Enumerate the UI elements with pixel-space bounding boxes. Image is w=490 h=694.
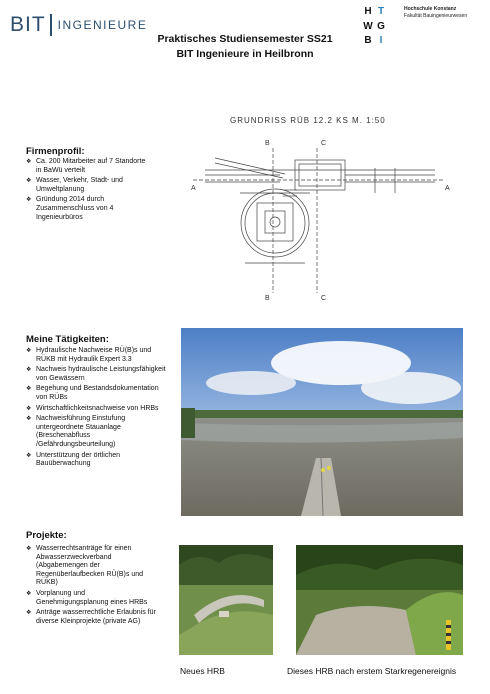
htwg-letter: T	[377, 6, 385, 17]
logo-main: BIT	[10, 13, 46, 36]
caption-new-hrb: Neues HRB	[180, 666, 225, 676]
caption-rain-hrb: Dieses HRB nach erstem Starkregenereignis	[287, 666, 457, 676]
list-item: ❖ Wasserrechtsanträge für einen Abwasserzweckverband (Abgabemengen der Regenüberlaufbecken RÜ(B)s und RÜKB)	[26, 545, 156, 588]
hrb-new-photo	[179, 545, 273, 655]
taetigkeiten-list	[26, 347, 171, 471]
firmenprofil-list	[26, 158, 146, 224]
list-item: ❖ Wasser, Verkehr, Stadt- und Umweltplanung	[26, 177, 146, 194]
section-label-b: B	[265, 140, 270, 147]
firmenprofil-heading: Firmenprofil:	[26, 146, 85, 157]
htwg-letter: W	[363, 21, 373, 32]
section-label-c: C	[321, 140, 327, 147]
page-title: Praktisches Studiensemester SS21	[157, 33, 333, 45]
list-item: ❖ Begehung und Bestandsdokumentation von RÜBs	[26, 385, 171, 402]
list-item: ❖ Nachweisführung Einstufung untergeordnete Stauanlage (Breschenabfluss /Gefährdungsbeurteilung)	[26, 415, 171, 449]
grundriss-drawing	[185, 108, 455, 308]
drawing-title: GRUNDRISS RÜB 12.2 KS M. 1:50	[230, 116, 386, 125]
projekte-heading: Projekte:	[26, 530, 67, 541]
hrb-rain-photo	[296, 545, 463, 655]
list-item: ❖ Unterstützung der örtlichen Bauüberwachung	[26, 452, 171, 469]
logo-sub: INGENIEURE	[57, 18, 148, 32]
list-item: ❖ Anträge wasserrechtliche Erlaubnis für diverse Kleinprojekte (private AG)	[26, 609, 156, 626]
htwg-letter: G	[377, 21, 385, 32]
list-item: ❖ Hydraulische Nachweise RÜ(B)s und RÜKB mit Hydraulik Expert 3.3	[26, 347, 171, 364]
section-label-a: A	[191, 185, 196, 192]
list-item: ❖ Gründung 2014 durch Zusammenschluss von 4 Ingenieurbüros	[26, 196, 146, 222]
htwg-letter: B	[364, 35, 372, 46]
htwg-letter: H	[364, 6, 372, 17]
grundriss-svg	[185, 108, 455, 308]
taetigkeiten-heading: Meine Tätigkeiten:	[26, 334, 109, 345]
hk-text	[404, 6, 467, 20]
section-label-b: B	[265, 295, 270, 302]
reservoir-photo	[181, 328, 463, 516]
list-item: ❖ Nachweis hydraulische Leistungsfähigkeit von Gewässern	[26, 366, 171, 383]
hk-line2: Fakultät Bauingenieurwesen	[404, 13, 468, 19]
hk-line1: Hochschule Konstanz	[404, 6, 457, 12]
list-item: ❖ Vorplanung und Genehmigungsplanung eines HRBs	[26, 590, 156, 607]
page-subtitle: BIT Ingenieure in Heilbronn	[176, 48, 314, 60]
list-item: ❖ Ca. 200 Mitarbeiter auf 7 Standorte in BaWü verteilt	[26, 158, 146, 175]
htwg-letter: I	[379, 35, 383, 46]
section-label-c: C	[321, 295, 327, 302]
list-item: ❖ Wirtschaftlichkeitsnachweise von HRBs	[26, 405, 171, 414]
projekte-list	[26, 545, 156, 628]
section-label-a: A	[445, 185, 450, 192]
